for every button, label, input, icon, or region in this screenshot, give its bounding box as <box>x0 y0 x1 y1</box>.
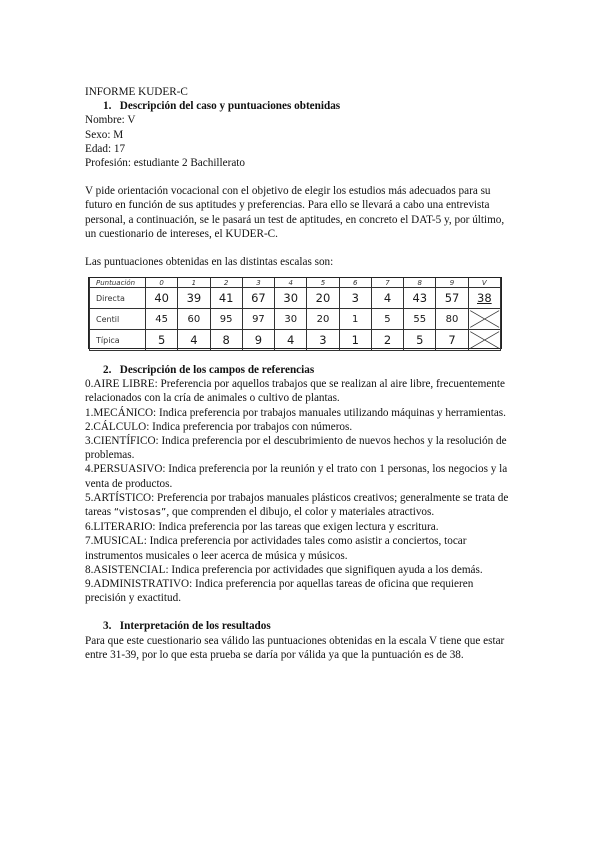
table-cell: 80 <box>436 309 468 330</box>
column-header: 5 <box>307 278 339 288</box>
table-cell: 55 <box>404 309 436 330</box>
table-cell: 8 <box>210 330 242 351</box>
table-cell: 3 <box>339 288 371 309</box>
section-2-title: Descripción de los campos de referencias <box>119 364 315 376</box>
table-cell: 20 <box>307 288 339 309</box>
column-header: 7 <box>371 278 403 288</box>
field-description: 3.CIENTÍFICO: Indica preferencia por el descubrimiento de nuevos hechos y la resolución de problemas. <box>85 435 507 462</box>
field-description: 6.LITERARIO: Indica preferencia por las tareas que exigen lectura y escritura. <box>85 521 439 534</box>
scores-intro: Las puntuaciones obtenidas en las distintas escalas son: <box>85 256 334 269</box>
table-cell: 4 <box>371 288 403 309</box>
results-interpretation: Para que este cuestionario sea válido las puntuaciones obtenidas en la escala V tiene que estar entre 31-39, por lo que esta prueba se daría por válida ya que la puntuación es de 38. <box>85 634 505 661</box>
table-cell: 2 <box>371 330 403 351</box>
v-score: 38 <box>477 291 492 305</box>
crossed-cell <box>468 330 500 351</box>
table-cell: 39 <box>178 288 210 309</box>
table-cell: 41 <box>210 288 242 309</box>
section-3-number: 3. <box>103 620 112 633</box>
patient-name: Nombre: V <box>85 114 136 127</box>
table-cell: 45 <box>146 309 178 330</box>
table-cell: 40 <box>146 288 178 309</box>
header-label: Puntuación <box>90 278 146 288</box>
score-table <box>88 277 502 349</box>
field-description: 9.ADMINISTRATIVO: Indica preferencia por aquellas tareas de oficina que requieren precisión y exactitud. <box>85 578 474 605</box>
crossed-cell <box>468 309 500 330</box>
column-header: 3 <box>242 278 274 288</box>
row-label: Directa <box>90 288 146 309</box>
artistico-quoted: “vistosas” <box>113 507 167 519</box>
column-header: 4 <box>275 278 307 288</box>
cross-mark-icon <box>469 330 500 350</box>
table-cell: 67 <box>242 288 274 309</box>
column-header: 8 <box>404 278 436 288</box>
patient-age: Edad: 17 <box>85 142 126 155</box>
table-cell: 30 <box>275 309 307 330</box>
cross-mark-icon <box>469 309 500 329</box>
field-description: 2.CÁLCULO: Indica preferencia por trabajos con números. <box>85 420 353 433</box>
section-2-number: 2. <box>103 364 112 376</box>
table-cell-v <box>468 288 500 309</box>
table-cell: 4 <box>178 330 210 351</box>
table-cell: 43 <box>404 288 436 309</box>
field-description-artistico <box>85 491 513 520</box>
table-cell: 5 <box>404 330 436 351</box>
table-row <box>90 288 501 309</box>
table-cell: 97 <box>242 309 274 330</box>
patient-profession: Profesión: estudiante 2 Bachillerato <box>85 157 246 170</box>
table-cell: 20 <box>307 309 339 330</box>
table-cell: 5 <box>371 309 403 330</box>
artistico-text-end: , que comprenden el dibujo, el color y materiales atractivos. <box>166 506 435 519</box>
table-cell: 3 <box>307 330 339 351</box>
field-description: 1.MECÁNICO: Indica preferencia por trabajos manuales utilizando máquinas y herramientas. <box>85 406 506 419</box>
table-row <box>90 330 501 351</box>
field-description: 7.MUSICAL: Indica preferencia por actividades tales como asistir a conciertos, tocar instrumentos musicales o leer acerca de música y músicos. <box>85 535 467 562</box>
artistico-text: 5.ARTÍSTICO: Preferencia por trabajos manuales plásticos creativos; generalmente se trata de tareas <box>85 491 509 519</box>
section-2-heading <box>103 363 515 377</box>
section-3-heading <box>103 619 515 633</box>
table-cell: 60 <box>178 309 210 330</box>
document-body <box>85 85 515 269</box>
column-header: 9 <box>436 278 468 288</box>
column-header: 1 <box>178 278 210 288</box>
table-cell: 1 <box>339 330 371 351</box>
table-cell: 7 <box>436 330 468 351</box>
table-cell: 30 <box>275 288 307 309</box>
table-cell: 1 <box>339 309 371 330</box>
document-body-lower <box>85 363 515 662</box>
row-label: Típica <box>90 330 146 351</box>
case-description: V pide orientación vocacional con el objetivo de elegir los estudios más adecuados para su futuro en función de sus aptitudes y preferencias. Para ello se llevará a cabo una entrevista personal, a continuación, se le pasará un test de aptitudes, en concreto el DAT-5 y, por último, un cuestionario de intereses, el KUDER-C. <box>85 185 505 240</box>
score-table-header <box>90 278 501 288</box>
section-1-title: Descripción del caso y puntuaciones obtenidas <box>119 100 341 113</box>
table-cell: 4 <box>275 330 307 351</box>
table-row <box>90 309 501 330</box>
section-1-heading <box>103 99 515 113</box>
table-cell: 57 <box>436 288 468 309</box>
column-header: 0 <box>146 278 178 288</box>
field-description: 0.AIRE LIBRE: Preferencia por aquellos trabajos que se realizan al aire libre, frecuentemente relacionados con la cría de animales o cultivo de plantas. <box>85 378 505 405</box>
row-label: Centil <box>90 309 146 330</box>
report-title: INFORME KUDER-C <box>85 86 188 98</box>
section-3-title: Interpretación de los resultados <box>119 620 271 633</box>
patient-sex: Sexo: M <box>85 128 124 141</box>
field-description: 8.ASISTENCIAL: Indica preferencia por actividades que signifiquen ayuda a los demás. <box>85 563 483 576</box>
table-cell: 95 <box>210 309 242 330</box>
section-1-number: 1. <box>103 100 112 113</box>
column-header: 6 <box>339 278 371 288</box>
column-header: V <box>468 278 500 288</box>
field-description: 4.PERSUASIVO: Indica preferencia por la reunión y el trato con 1 personas, los negocios y la venta de productos. <box>85 463 508 490</box>
table-cell: 5 <box>146 330 178 351</box>
table-cell: 9 <box>242 330 274 351</box>
column-header: 2 <box>210 278 242 288</box>
